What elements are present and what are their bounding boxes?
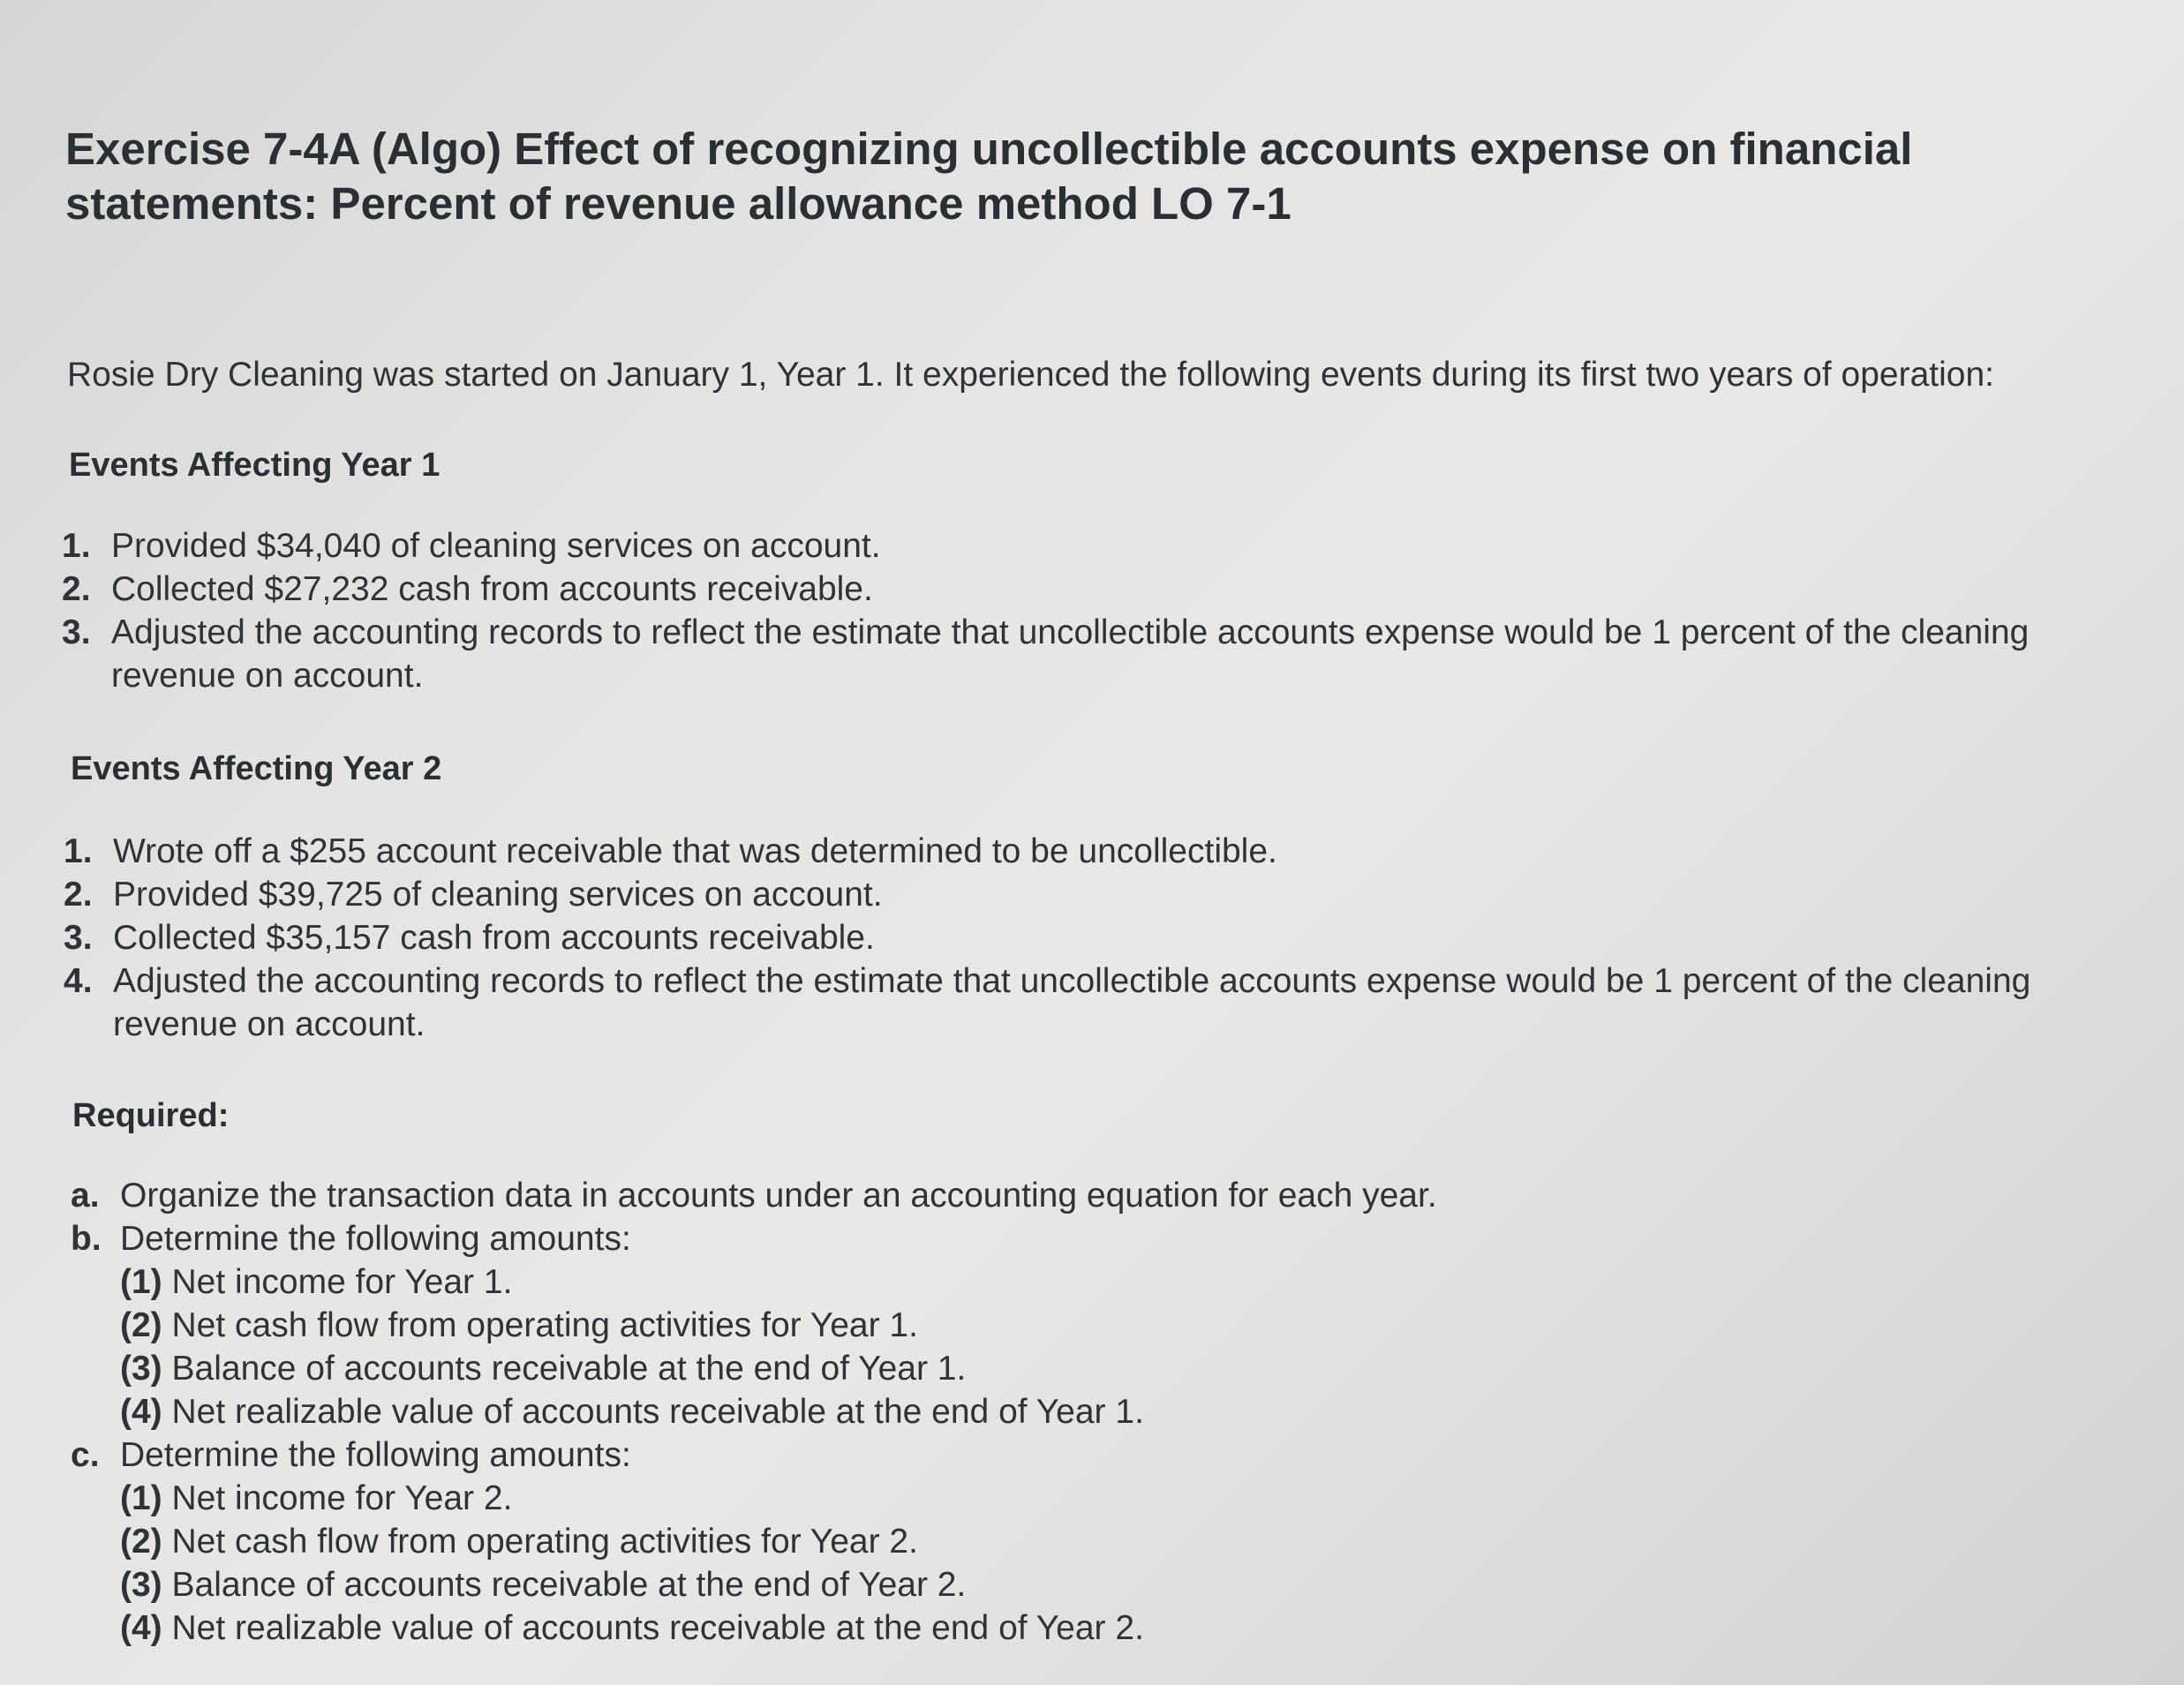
list-item: 3. Collected $35,157 cash from accounts receivable. xyxy=(64,919,875,957)
year1-heading: Events Affecting Year 1 xyxy=(69,447,441,484)
list-item: 2. Provided $39,725 of cleaning services on account. xyxy=(64,876,883,914)
required-b-sublist xyxy=(120,1260,2163,1433)
list-item: (2) Net cash flow from operating activities for Year 2. xyxy=(120,1523,918,1561)
intro-text: Rosie Dry Cleaning was started on January 1, Year 1. It experienced the following events during its first two years of operation: xyxy=(67,356,1995,394)
list-item: (1) Net income for Year 2. xyxy=(120,1479,513,1517)
required-item-b: b. Determine the following amounts: (1) Net income for Year 1. (2) Net cash flow from operating activities for Year 1. (3) Balance of accounts receivable at the end of Year 1. (4) Net realizable value of accounts receivable at the end of Year 1. xyxy=(71,1217,2163,1433)
year2-event-list xyxy=(64,830,2165,1046)
list-item: (4) Net realizable value of accounts receivable at the end of Year 1. xyxy=(120,1393,1144,1431)
list-item: (1) Net income for Year 1. xyxy=(120,1263,513,1301)
required-c-sublist xyxy=(120,1477,2163,1650)
list-item: (3) Balance of accounts receivable at the end of Year 1. xyxy=(120,1350,967,1388)
list-item: 2. Collected $27,232 cash from accounts receivable. xyxy=(62,570,873,608)
required-heading: Required: xyxy=(72,1097,230,1134)
required-item-c: c. Determine the following amounts: (1) Net income for Year 2. (2) Net cash flow from operating activities for Year 2. (3) Balance of accounts receivable at the end of Year 2. (4) Net realizable value of accounts receivable at the end of Year 2. xyxy=(71,1433,2163,1650)
required-item-a: a. Organize the transaction data in accounts under an accounting equation for each year. xyxy=(71,1177,1437,1215)
exercise-title: Exercise 7-4A (Algo) Effect of recognizing uncollectible accounts expense on financial statements: Percent of revenue allowance method LO 7-1 xyxy=(65,124,1913,229)
list-item: (3) Balance of accounts receivable at the end of Year 2. xyxy=(120,1566,967,1604)
year2-heading: Events Affecting Year 2 xyxy=(71,750,442,787)
list-item: 1. Provided $34,040 of cleaning services on account. xyxy=(62,527,881,565)
list-item: 3. Adjusted the accounting records to reflect the estimate that uncollectible accounts expense would be 1 percent of the cleaning revenue on account. xyxy=(62,613,2030,695)
list-item: (4) Net realizable value of accounts receivable at the end of Year 2. xyxy=(120,1609,1144,1647)
year1-event-list xyxy=(62,524,2163,697)
list-item: (2) Net cash flow from operating activities for Year 1. xyxy=(120,1306,918,1344)
list-item: 1. Wrote off a $255 account receivable that was determined to be uncollectible. xyxy=(64,832,1277,870)
list-item: 4. Adjusted the accounting records to reflect the estimate that uncollectible accounts expense would be 1 percent of the cleaning revenue on account. xyxy=(64,962,2031,1043)
required-list xyxy=(71,1174,2163,1650)
